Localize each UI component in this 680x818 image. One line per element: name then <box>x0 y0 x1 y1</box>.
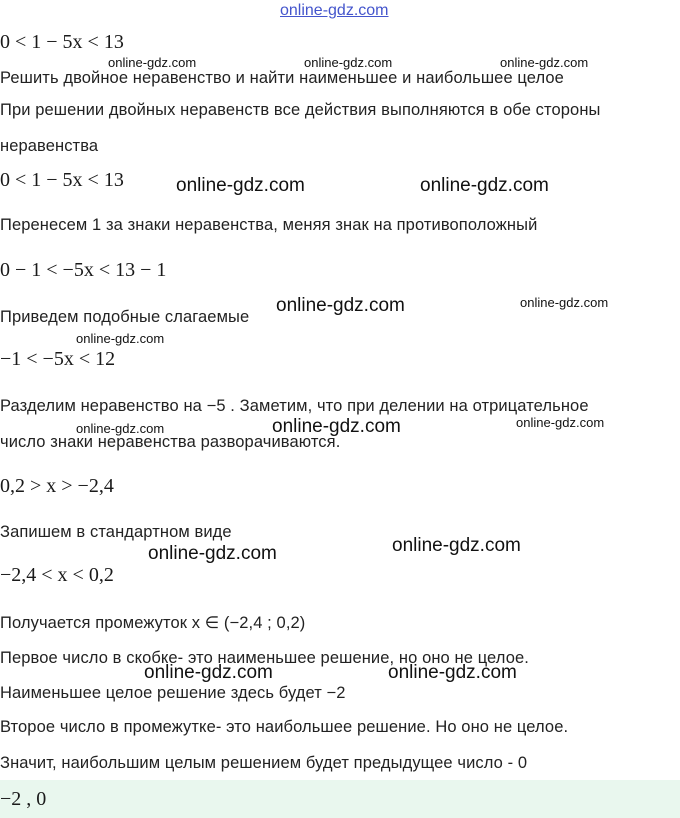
step3-text-line-2: число знаки неравенства разворачиваются. <box>0 433 341 451</box>
step2-math: −1 < −5x < 12 <box>0 348 116 370</box>
intro-line-2: неравенства <box>0 137 99 155</box>
step3-math: 0,2 > x > −2,4 <box>0 475 114 497</box>
task-inequality: 0 < 1 − 5x < 13 <box>0 31 124 53</box>
watermark-15: online-gdz.com <box>388 662 517 683</box>
note-4: Значит, наибольшим целым решением будет предыдущее число - 0 <box>0 754 528 772</box>
task-question: Решить двойное неравенство и найти наименьшее и наибольшее целое <box>0 69 564 87</box>
watermark-10: online-gdz.com <box>272 416 401 437</box>
watermark-3: online-gdz.com <box>500 55 589 70</box>
answer-panel <box>0 780 680 818</box>
answer-value: −2 , 0 <box>0 788 47 810</box>
watermark-9: online-gdz.com <box>76 421 165 436</box>
step1-text: Перенесем 1 за знаки неравенства, меняя знак на противоположный <box>0 216 538 234</box>
step2-text: Приведем подобные слагаемые <box>0 308 250 326</box>
watermark-6: online-gdz.com <box>276 295 405 316</box>
interval-text: Получается промежуток x ∈ (−2,4 ; 0,2) <box>0 614 306 632</box>
note-1: Первое число в скобке- это наименьшее решение, но оно не целое. <box>0 649 529 667</box>
watermark-2: online-gdz.com <box>304 55 393 70</box>
step4-math: −2,4 < x < 0,2 <box>0 564 114 586</box>
watermark-5: online-gdz.com <box>420 175 549 196</box>
watermark-1: online-gdz.com <box>108 55 197 70</box>
watermark-7: online-gdz.com <box>520 295 609 310</box>
step1-math: 0 − 1 < −5x < 13 − 1 <box>0 259 167 281</box>
site-link[interactable]: online-gdz.com <box>280 2 389 19</box>
watermark-11: online-gdz.com <box>516 415 605 430</box>
watermark-12: online-gdz.com <box>148 543 277 564</box>
note-3: Второе число в промежутке- это наибольшее решение. Но оно не целое. <box>0 718 569 736</box>
watermark-13: online-gdz.com <box>392 535 521 556</box>
watermark-14: online-gdz.com <box>144 662 273 683</box>
step4-text: Запишем в стандартном виде <box>0 523 232 541</box>
watermark-8: online-gdz.com <box>76 331 165 346</box>
step3-text-line-1: Разделим неравенство на −5 . Заметим, что при делении на отрицательное <box>0 397 589 415</box>
watermark-4: online-gdz.com <box>176 175 305 196</box>
intro-line-1: При решении двойных неравенств все действия выполняются в обе стороны <box>0 101 601 119</box>
step0-math: 0 < 1 − 5x < 13 <box>0 169 124 191</box>
note-2: Наименьшее целое решение здесь будет −2 <box>0 684 346 702</box>
